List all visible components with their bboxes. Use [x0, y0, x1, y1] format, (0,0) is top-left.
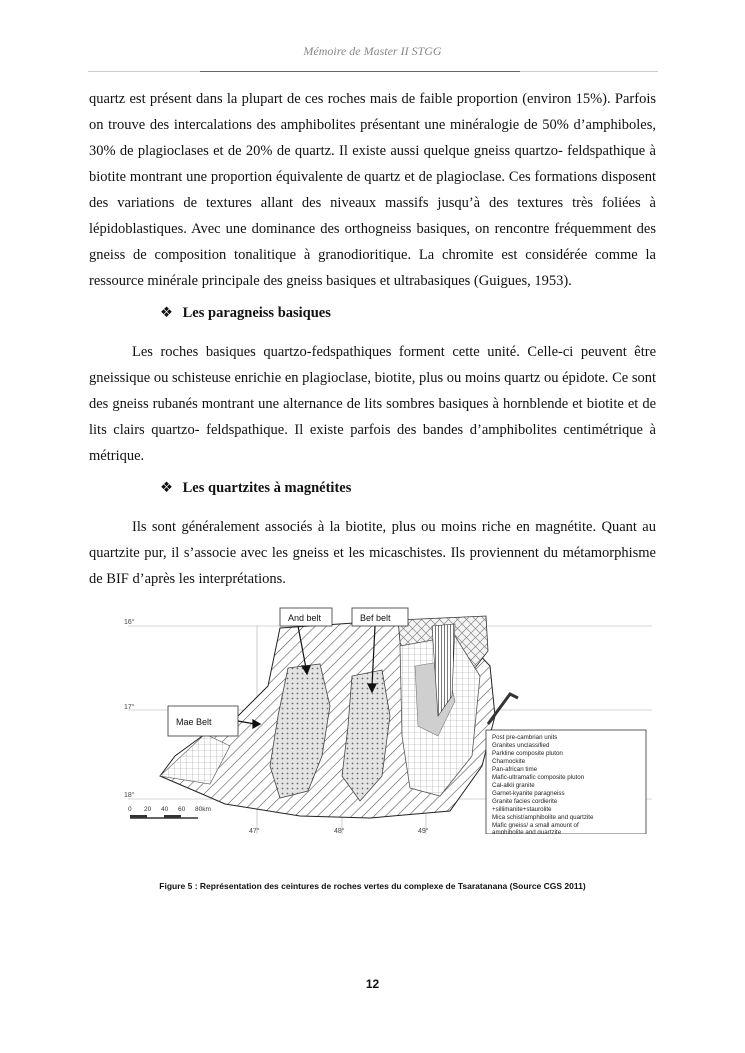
legend-item: Granite facies cordierite [492, 798, 558, 805]
figure-caption: Figure 5 : Représentation des ceintures de roches vertes du complexe de Tsaratanana (Source CGS 2011) [159, 881, 586, 891]
legend-item: Mafic-ultramafic composite pluton [492, 774, 585, 781]
paragraph-3-text: Ils sont généralement associés à la biotite, plus ou moins riche en magnétite. Quant au quartzite pur, il s’associe avec les gneiss et les micaschistes. Ils proviennent du métamorphisme de BIF d’après les interprétations. [89, 519, 656, 587]
lat-label-18: 18° [124, 792, 135, 799]
legend-item: Parkline composite pluton [492, 750, 563, 757]
lon-label-49: 49° [418, 828, 429, 834]
legend-item: Granites unclassified [492, 742, 550, 749]
scale-60: 60 [178, 806, 186, 813]
lat-label-17: 17° [124, 704, 135, 711]
subheading-paragneiss [160, 305, 331, 322]
lon-label-48: 48° [334, 828, 345, 834]
lon-label-47: 47° [249, 828, 260, 834]
legend-item: Mica schist/amphibolite and quartzite [492, 814, 594, 821]
legend-item: Pan-african time [492, 766, 538, 773]
scale-20: 20 [144, 806, 152, 813]
bef-belt-label: Bef belt [360, 613, 391, 623]
scale-0: 0 [128, 806, 132, 813]
legend-item: Garnet-kyanite paragneiss [492, 790, 565, 797]
header-rule-dark [200, 71, 520, 72]
running-header: Mémoire de Master II STGG [303, 44, 442, 58]
subheading-quartzites-label: Les quartzites à magnétites [182, 480, 352, 496]
paragraph-2-text: Les roches basiques quartzo-fedspathiques forment cette unité. Celle-ci peuvent être gneissique ou schisteuse enrichie en plagioclase, biotite, plus ou moins quartz ou épidote. Ce sont des gneiss rubanés montrant une alternance de lits sombres basiques à hornblende et biotite et de lits clairs quartzo- feldspathique. Il existe parfois des bandes d’amphibolites centimétrique à métrique. [89, 344, 656, 464]
legend-item: Cal-alkli granite [492, 782, 535, 789]
scale-40: 40 [161, 806, 169, 813]
legend-item: amphibolite and quartzite [492, 829, 562, 834]
legend-item: Mafic gneiss/ a small amount of [492, 822, 579, 829]
paragraph-3 [89, 514, 656, 592]
scale-80: 80km [195, 806, 211, 813]
page-number: 12 [365, 977, 380, 991]
subheading-quartzites [160, 480, 351, 497]
paragraph-2 [89, 339, 656, 469]
scale-bar [128, 806, 211, 818]
diamond-bullet-icon: ❖ [160, 305, 173, 321]
paragraph-1: quartz est présent dans la plupart de ces roches mais de faible proportion (environ 15%). Parfois on trouve des intercalations des amphibolites présentant une minéralogie de 50% d’amphiboles, 30% de plagioclases et de 20% de quartz. Il existe aussi quelque gneiss quartzo- feldspathique à biotite montrant une proportion équivalente de quartz et de plagioclase. Ces formations disposent des variations de textures allant des niveaux massifs jusqu’à des textures très foliées à lépidoblastiques. Avec une dominance des orthogneiss basiques, on rencontre fréquemment des gneiss de composition tonalitique à granodioritique. La chromite est considérée comme la ressource minérale principale des gneiss basiques et ultrabasiques (Guigues, 1953). [89, 91, 656, 289]
mae-belt-label: Mae Belt [176, 717, 212, 727]
lat-label-16: 16° [124, 619, 135, 626]
and-belt-label: And belt [288, 613, 322, 623]
subheading-paragneiss-label: Les paragneiss basiques [182, 305, 331, 321]
legend-item: Post pre-cambrian units [492, 734, 558, 741]
legend-item: Charnockite [492, 758, 526, 765]
geological-map-figure [120, 606, 652, 834]
legend-item: +sillimanite+staurolite [492, 806, 552, 813]
diamond-bullet-icon: ❖ [160, 480, 173, 496]
